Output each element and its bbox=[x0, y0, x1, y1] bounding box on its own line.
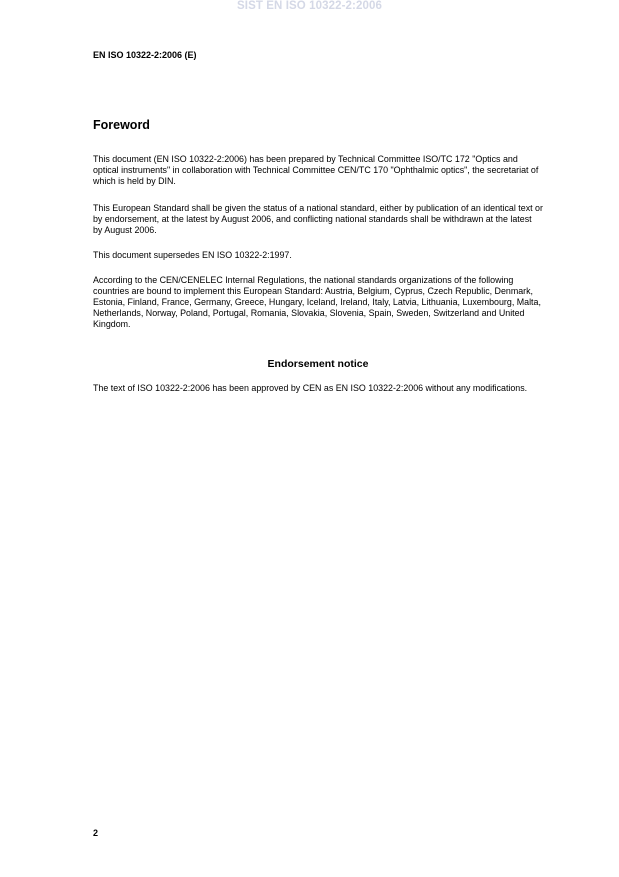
watermark: SIST EN ISO 10322-2:2006 bbox=[237, 0, 382, 12]
page-number: 2 bbox=[93, 828, 99, 838]
endorsement-text: The text of ISO 10322-2:2006 has been approved by CEN as EN ISO 10322-2:2006 without any modifications. bbox=[93, 383, 528, 393]
endorsement-title: Endorsement notice bbox=[267, 358, 369, 370]
foreword-paragraph-4: According to the CEN/CENELEC Internal Regulations, the national standards organizations of the following countries are bound to implement this European Standard: Austria, Belgium, Cyprus, Czech Republic, Denmark, Estonia, Finland, France, Germany, Greece, Hungary, Iceland, Ireland, Italy, Latvia, Lithuania, Luxembourg, Malta, Netherlands, Norway, Poland, Portugal, Romania, Slovakia, Slovenia, Spain, Sweden, Switzerland and United Kingdom. bbox=[93, 275, 541, 329]
document-id: EN ISO 10322-2:2006 (E) bbox=[93, 50, 197, 60]
foreword-paragraph-1: This document (EN ISO 10322-2:2006) has been prepared by Technical Committee ISO/TC 172 "Optics and optical instruments" in collaboration with Technical Committee CEN/TC 170 "Ophthalmic optics", the secretariat of which is held by DIN. bbox=[93, 154, 539, 186]
foreword-paragraph-2: This European Standard shall be given the status of a national standard, either by publication of an identical text or by endorsement, at the latest by August 2006, and conflicting national standards shall be withdrawn at the latest by August 2006. bbox=[93, 203, 543, 235]
foreword-paragraph-3: This document supersedes EN ISO 10322-2:1997. bbox=[93, 250, 292, 260]
foreword-title: Foreword bbox=[93, 118, 150, 132]
